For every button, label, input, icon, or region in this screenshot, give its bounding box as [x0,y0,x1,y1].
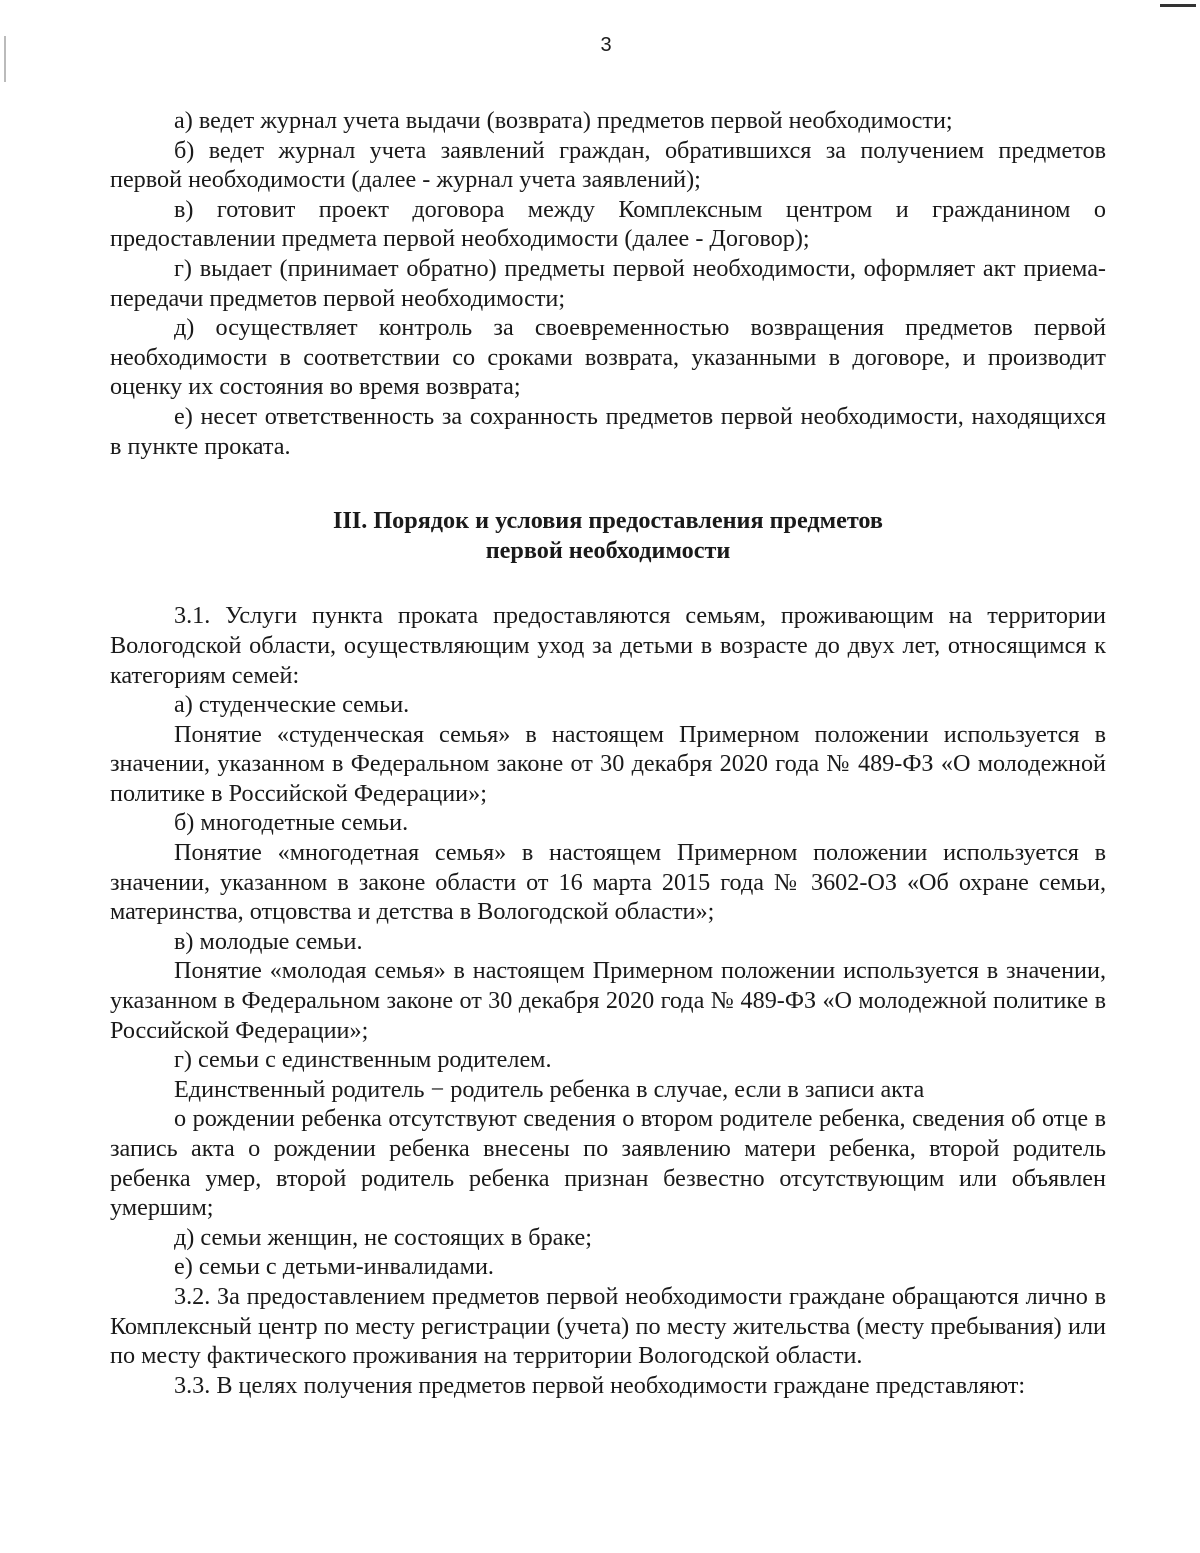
paragraph: д) семьи женщин, не состоящих в браке; [174,1223,593,1251]
duty-item: д) осуществляет контроль за своевременностью возвращения предметов первой необходимости в соответствии со сроками возврата, указанными в договоре, и производит оценку их состояния во время возврата; [110,314,1106,401]
page-number: 3 [600,34,612,56]
paragraph: Единственный родитель − родитель ребенка в случае, если в записи акта [174,1075,925,1103]
paragraph: Понятие «многодетная семья» в настоящем Примерном положении используется в значении, указанном в законе области от 16 марта 2015 года № 3602-ОЗ «Об охране семьи, материнства, отцовства и детства в Вологодской области»; [110,839,1106,926]
paragraph: б) многодетные семьи. [174,809,409,837]
paragraph: 3.2. За предоставлением предметов первой необходимости граждане обращаются лично в Комплексный центр по месту регистрации (учета) по месту жительства (месту пребывания) или по месту фактического проживания на территории Вологодской области. [110,1282,1106,1370]
scan-artifact [1160,4,1196,7]
paragraph: Понятие «молодая семья» в настоящем Примерном положении используется в значении, указанном в Федеральном законе от 30 декабря 2020 года № 489-ФЗ «О молодежной политике в Российской Федерации»; [110,957,1106,1044]
duty-item: б) ведет журнал учета заявлений граждан, обратившихся за получением предметов первой необходимости (далее - журнал учета заявлений); [110,136,1106,194]
section-title-line: первой необходимости [485,536,731,564]
section-title-line: III. Порядок и условия предоставления предметов [333,507,883,535]
paragraph: в) молодые семьи. [174,927,363,955]
duty-item: г) выдает (принимает обратно) предметы первой необходимости, оформляет акт приема-передачи предметов первой необходимости; [110,254,1106,312]
paragraph: е) семьи с детьми-инвалидами. [174,1253,494,1281]
duty-item: а) ведет журнал учета выдачи (возврата) предметов первой необходимости; [174,107,953,134]
paragraph: о рождении ребенка отсутствуют сведения о втором родителе ребенка, сведения об отце в запись акта о рождении ребенка внесены по заявлению матери ребенка, второй родитель ребенка умер, второй родитель ребенка признан безвестно отсутствующим или объявлен умершим; [110,1105,1106,1222]
paragraph: а) студенческие семьи. [174,691,410,719]
paragraph: Понятие «студенческая семья» в настоящем Примерном положении используется в значении, указанном в Федеральном законе от 30 декабря 2020 года № 489-ФЗ «О молодежной политике в Российской Федерации»; [110,720,1106,807]
paragraph: г) семьи с единственным родителем. [174,1046,552,1074]
section-title [110,506,1106,565]
document-body [110,106,1106,1400]
duty-item: е) несет ответственность за сохранность предметов первой необходимости, находящихся в пункте проката. [110,402,1106,460]
paragraph: 3.1. Услуги пункта проката предоставляются семьям, проживающим на территории Вологодской области, осуществляющим уход за детьми в возрасте до двух лет, относящимся к категориям семей: [110,602,1106,689]
duty-item: в) готовит проект договора между Комплексным центром и гражданином о предоставлении предмета первой необходимости (далее - Договор); [110,195,1106,253]
paragraph: 3.3. В целях получения предметов первой необходимости граждане представляют: [174,1371,1026,1399]
